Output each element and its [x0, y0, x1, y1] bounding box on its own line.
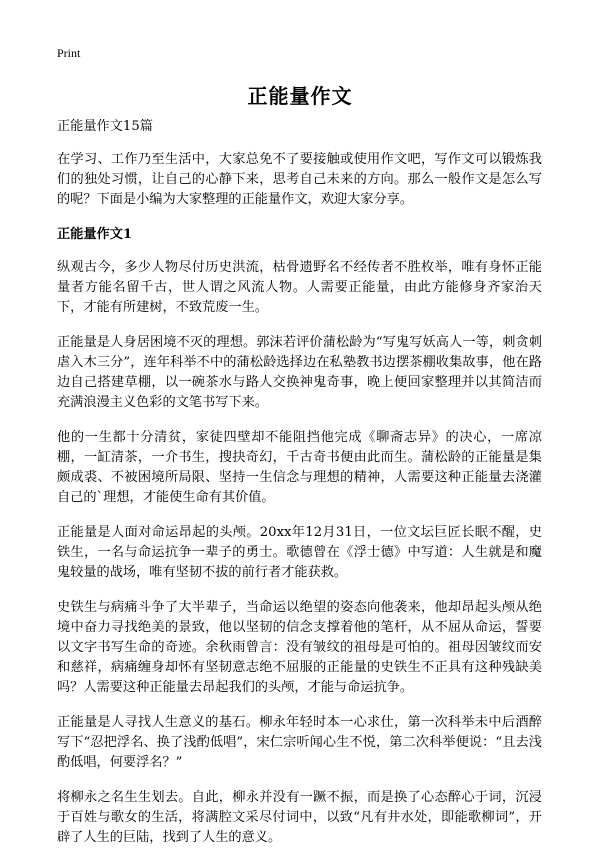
body-paragraph: 将柳永之名生生划去。自此，柳永并没有一蹶不振，而是换了心态醉心于词，沉浸于百姓与歌女的生活，将满腔文采尽付词中，以致“凡有井水处，即能歌柳词”，开辟了人生的巨陆，找到了人生的意义。 [57, 790, 542, 845]
article-subtitle: 正能量作文15篇 [57, 119, 153, 134]
body-paragraph: 纵观古今，多少人物尽付历史洪流，枯骨遗野名不经传者不胜枚举，唯有身怀正能量者方能名留千古，世人谓之风流人物。人需要正能量，由此方能修身齐家治天下，才能有所建树，不致荒废一生。 [57, 260, 542, 315]
article-body [57, 117, 542, 863]
body-paragraph: 史铁生与病痛斗争了大半辈子，当命运以绝望的姿态向他袭来，他却昂起头颅从绝境中奋力寻找绝美的景致，他以坚韧的信念支撑着他的笔杆，从不屈从命运，誓要以文字书写生命的奇迹。余秋雨曾言：没有皱纹的祖母是可怕的。祖母因皱纹而安和慈祥，病痛缠身却怀有坚韧意志绝不屈服的正能量的史铁生不正具有这种残缺美吗？人需要这种正能量去昂起我们的头颅，才能与命运抗争。 [57, 600, 542, 695]
section-heading: 正能量作文1 [57, 227, 133, 242]
body-paragraph: 正能量是人身居困境不灭的理想。郭沫若评价蒲松龄为“写鬼写妖高人一等，刺贪刺虐入木三分”，连年科举不中的蒲松龄选择边在私塾教书边摆茶棚收集故事，他在路边自己搭建草棚，以一碗茶水与路人交换神鬼奇事，晚上便回家整理并以其简洁而充满浪漫主义色彩的文笔书写下来。 [57, 335, 542, 410]
intro-paragraph: 在学习、工作乃至生活中，大家总免不了要接触或使用作文吧，写作文可以锻炼我们的独处习惯，让自己的心静下来，思考自己未来的方向。那么一般作文是怎么写的呢？下面是小编为大家整理的正能量作文，欢迎大家分享。 [57, 152, 542, 207]
body-paragraph: 正能量是人面对命运昂起的头颅。20xx年12月31日，一位文坛巨匠长眠不醒，史铁生，一名与命运抗争一辈子的勇士。歌德曾在《浮士德》中写道：人生就是和魔鬼较量的战场，唯有坚韧不拔的前行者才能获救。 [57, 525, 542, 580]
body-paragraph: 他的一生都十分清贫，家徒四壁却不能阻挡他完成《聊斋志异》的决心，一席凉棚，一缸清茶，一介书生，搜抉奇幻，千古奇书便由此而生。蒲松龄的正能量是集颇成裘、不被困境所局限、坚持一生信念与理想的精神，人需要这种正能量去浇灌自己的`理想，才能使生命有其价值。 [57, 430, 542, 505]
page-title: 正能量作文 [247, 84, 353, 108]
print-link[interactable]: Print [57, 46, 81, 60]
body-paragraph: 正能量是人寻找人生意义的基石。柳永年轻时本一心求仕，第一次科举未中后酒醉写下“忍把浮名、换了浅酌低唱”，宋仁宗听闻心生不悦，第二次科举便说：“且去浅酌低唱，何要浮名？” [57, 715, 542, 770]
